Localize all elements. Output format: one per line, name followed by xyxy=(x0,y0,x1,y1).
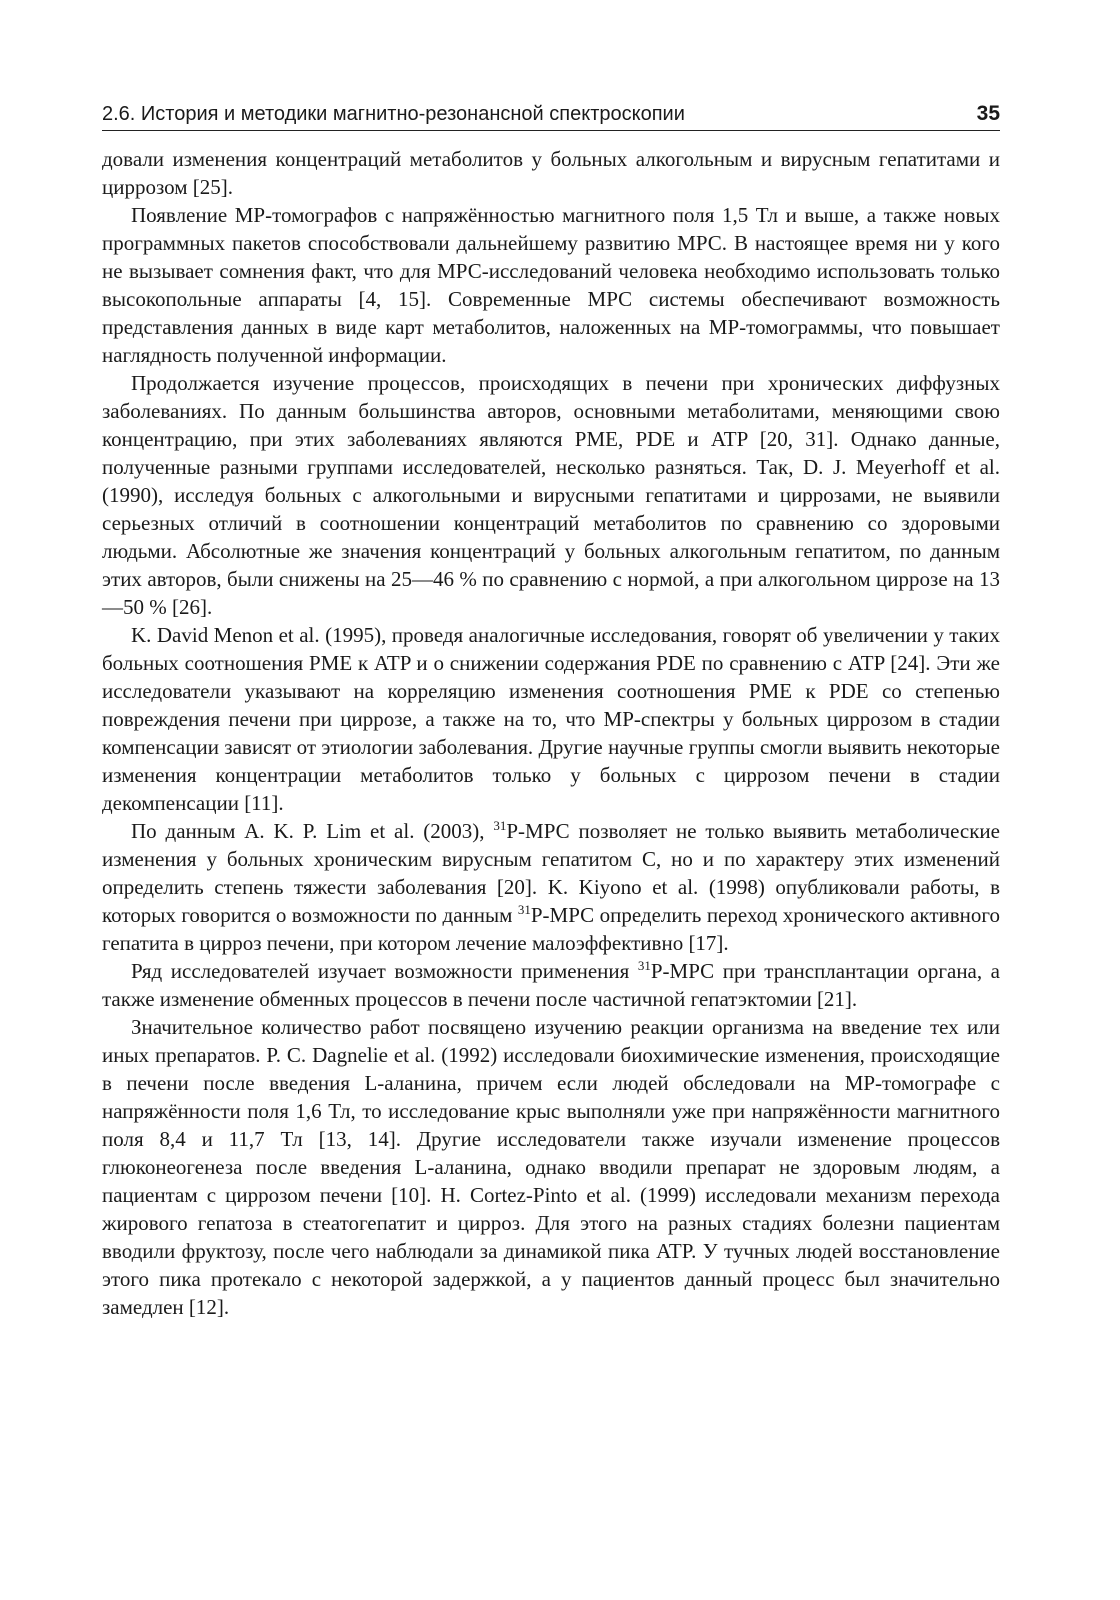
section-title: 2.6. История и методики магнитно-резонансной спектроскопии xyxy=(102,103,685,125)
book-page xyxy=(102,92,1000,1321)
paragraph-4: K. David Menon et al. (1995), проведя аналогичные исследования, говорят об увеличении у таких больных соотношения PME к ATP и о снижении содержания PDE по сравнению с ATP [24]. Эти же исследователи указывают на корреляцию изменения соотношения PME к PDE со степенью повреждения печени при циррозе, а также на то, что МР-спектры у больных циррозом в стадии компенсации зависят от этиологии заболевания. Другие научные группы смогли выявить некоторые изменения концентрации метаболитов только у больных с циррозом печени в стадии декомпенсации [11]. xyxy=(102,623,1000,815)
running-header xyxy=(102,92,1000,131)
paragraph-5-part-2: P-МРС позволяет не только выявить метаболические изменения у больных хроническим вирусным гепатитом С, но и по характеру этих изменений определить степень тяжести заболевания [20]. K. Kiyono et al. (1998) опубликовали работы, в которых говорится о возможности по данным xyxy=(102,819,1000,927)
paragraph-5 xyxy=(102,817,1000,957)
isotope-superscript: 31 xyxy=(517,902,531,917)
paragraph-5-part-3: P-МРС определить переход хронического активного гепатита в цирроз печени, при котором лечение малоэффективно [17]. xyxy=(102,903,1000,955)
paragraph-1: довали изменения концентраций метаболитов у больных алкогольным и вирусным гепатитами и циррозом [25]. xyxy=(102,147,1000,199)
page-number: 35 xyxy=(976,102,1000,125)
body-text xyxy=(102,145,1000,1321)
paragraph-3: Продолжается изучение процессов, происходящих в печени при хронических диффузных заболеваниях. По данным большинства авторов, основными метаболитами, меняющими свою концентрацию, при этих заболеваниях являются PME, PDE и ATP [20, 31]. Однако данные, полученные разными группами исследователей, несколько разняться. Так, D. J. Meyerhoff et al. (1990), исследуя больных с алкогольными и вирусными гепатитами и циррозами, не выявили серьезных отличий в соотношении концентраций метаболитов по сравнению со здоровыми людьми. Абсолютные же значения концентраций у больных алкогольным гепатитом, по данным этих авторов, были снижены на 25—46 % по сравнению с нормой, а при алкогольном циррозе на 13—50 % [26]. xyxy=(102,371,1000,619)
paragraph-6 xyxy=(102,957,1000,1013)
isotope-superscript: 31 xyxy=(493,818,507,833)
isotope-superscript: 31 xyxy=(637,958,651,973)
paragraph-5-part-1: По данным A. K. P. Lim et al. (2003), xyxy=(131,819,494,843)
paragraph-6-part-1: Ряд исследователей изучает возможности применения xyxy=(131,959,638,983)
paragraph-7: Значительное количество работ посвящено изучению реакции организма на введение тех или иных препаратов. P. C. Dagnelie et al. (1992) исследовали биохимические изменения, происходящие в печени после введения L-аланина, причем если людей обследовали на МР-томографе с напряжённости поля 1,6 Тл, то исследование крыс выполняли уже при напряжённости магнитного поля 8,4 и 11,7 Тл [13, 14]. Другие исследователи также изучали изменение процессов глюконеогенеза после введения L-аланина, однако вводили препарат не здоровым людям, а пациентам с циррозом печени [10]. H. Cortez-Pinto et al. (1999) исследовали механизм перехода жирового гепатоза в стеатогепатит и цирроз. Для этого на разных стадиях болезни пациентам вводили фруктозу, после чего наблюдали за динамикой пика ATP. У тучных людей восстановление этого пика протекало с некоторой задержкой, а у пациентов данный процесс был значительно замедлен [12]. xyxy=(102,1015,1000,1319)
paragraph-6-part-2: P-МРС при трансплантации органа, а также изменение обменных процессов в печени после частичной гепатэктомии [21]. xyxy=(102,959,1001,1011)
paragraph-2: Появление МР-томографов с напряжённостью магнитного поля 1,5 Тл и выше, а также новых программных пакетов способствовали дальнейшему развитию МРС. В настоящее время ни у кого не вызывает сомнения факт, что для МРС-исследований человека необходимо использовать только высокопольные аппараты [4, 15]. Современные МРС системы обеспечивают возможность представления данных в виде карт метаболитов, наложенных на МР-томограммы, что повышает наглядность полученной информации. xyxy=(102,203,1000,367)
